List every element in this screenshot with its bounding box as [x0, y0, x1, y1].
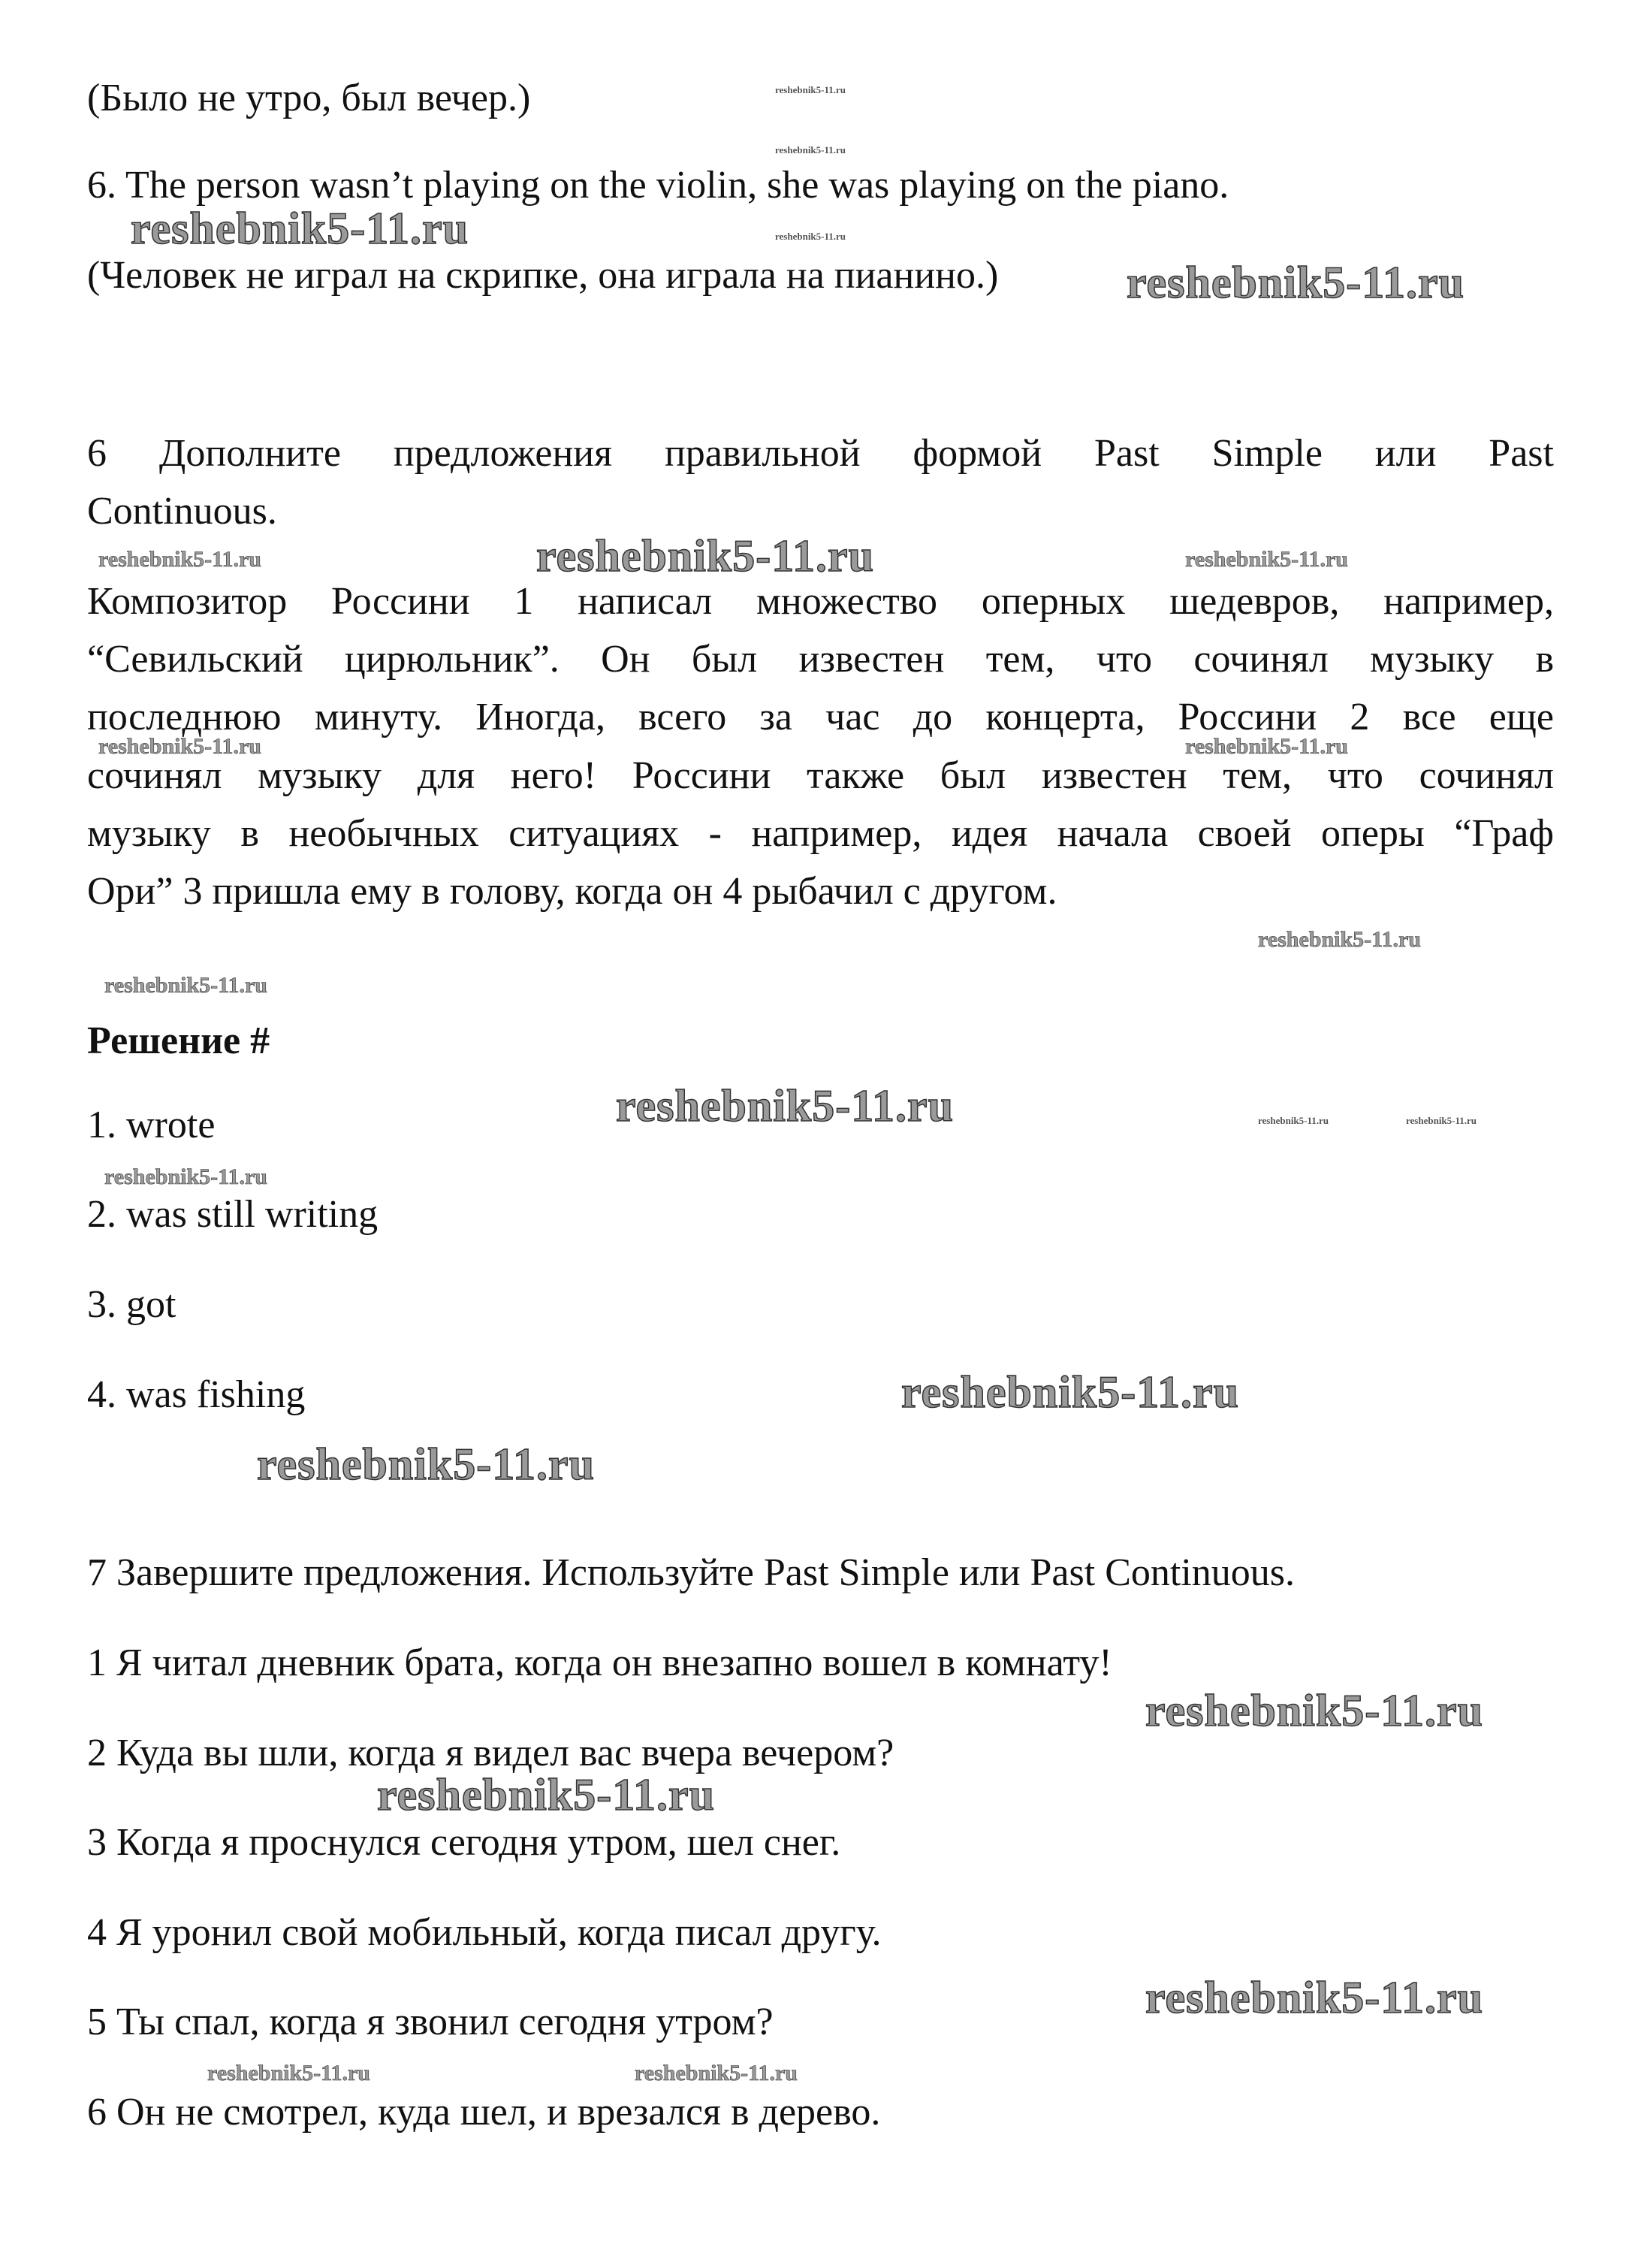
translation-6: (Человек не играл на скрипке, она играла на пианино.)	[87, 254, 999, 297]
answer-item: 1. wrote	[87, 1104, 216, 1146]
task7-instruction: 7 Завершите предложения. Используйте Past Simple или Past Continuous.	[87, 1551, 1296, 1594]
task6-paragraph-line: сочинял музыку для него! Россини также был известен тем, что сочинял	[87, 754, 1554, 797]
watermark: reshebnik5-11.ru	[901, 1367, 1239, 1417]
watermark: reshebnik5-11.ru	[104, 1164, 267, 1189]
task7-sentence: 6 Он не смотрел, куда шел, и врезался в дерево.	[87, 2091, 881, 2134]
watermark: reshebnik5-11.ru	[775, 83, 846, 95]
watermark: reshebnik5-11.ru	[207, 2061, 370, 2085]
task6-paragraph-line: последнюю минуту. Иногда, всего за час до концерта, Россини 2 все еще	[87, 696, 1554, 738]
answer-item: 3. got	[87, 1283, 176, 1326]
watermark: reshebnik5-11.ru	[1145, 1973, 1483, 2022]
task7-sentence: 1 Я читал дневник брата, когда он внезапно вошел в комнату!	[87, 1641, 1112, 1684]
watermark: reshebnik5-11.ru	[775, 143, 846, 156]
answer-item: 4. was fishing	[87, 1373, 306, 1416]
solution-heading: Решение #	[87, 1019, 270, 1062]
watermark: reshebnik5-11.ru	[616, 1081, 954, 1131]
task6-paragraph-line: “Севильский цирюльник”. Он был известен тем, что сочинял музыку в	[87, 638, 1554, 681]
watermark: reshebnik5-11.ru	[536, 531, 874, 581]
translation-5: (Было не утро, был вечер.)	[87, 77, 531, 119]
watermark: reshebnik5-11.ru	[98, 547, 261, 572]
watermark: reshebnik5-11.ru	[104, 973, 267, 998]
task6-paragraph-line: музыку в необычных ситуациях - например, идея начала своей оперы “Граф	[87, 812, 1554, 855]
watermark: reshebnik5-11.ru	[1406, 1114, 1477, 1126]
watermark: reshebnik5-11.ru	[1258, 927, 1421, 952]
watermark: reshebnik5-11.ru	[635, 2061, 798, 2085]
watermark: reshebnik5-11.ru	[1185, 547, 1348, 572]
task6-instruction: Continuous.	[87, 490, 277, 533]
task7-sentence: 5 Ты спал, когда я звонил сегодня утром?	[87, 2001, 774, 2043]
watermark: reshebnik5-11.ru	[1127, 258, 1465, 307]
task7-sentence: 2 Куда вы шли, когда я видел вас вчера вечером?	[87, 1732, 894, 1774]
task7-sentence: 3 Когда я проснулся сегодня утром, шел снег.	[87, 1821, 841, 1864]
watermark: reshebnik5-11.ru	[257, 1439, 595, 1489]
task6-paragraph-line: Композитор Россини 1 написал множество оперных шедевров, например,	[87, 580, 1554, 623]
task6-paragraph-line: Ори” 3 пришла ему в голову, когда он 4 рыбачил с другом.	[87, 870, 1057, 913]
watermark: reshebnik5-11.ru	[775, 230, 846, 242]
answer-item-6: 6. The person wasn’t playing on the violin, she was playing on the piano.	[87, 164, 1229, 207]
task7-sentence: 4 Я уронил свой мобильный, когда писал другу.	[87, 1911, 882, 1954]
watermark: reshebnik5-11.ru	[1145, 1686, 1483, 1735]
watermark: reshebnik5-11.ru	[98, 734, 261, 759]
watermark: reshebnik5-11.ru	[1258, 1114, 1329, 1126]
answer-item: 2. was still writing	[87, 1193, 379, 1236]
task6-instruction: 6 Дополните предложения правильной формой Past Simple или Past	[87, 432, 1554, 475]
watermark: reshebnik5-11.ru	[131, 204, 469, 253]
watermark: reshebnik5-11.ru	[1185, 734, 1348, 759]
watermark: reshebnik5-11.ru	[377, 1770, 715, 1820]
